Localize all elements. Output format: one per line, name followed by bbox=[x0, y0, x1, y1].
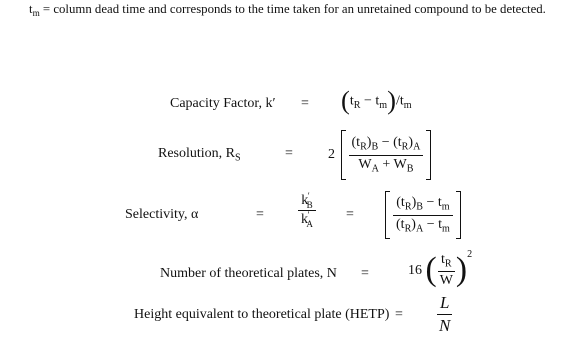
hetp-numerator: L bbox=[437, 293, 452, 315]
plates-label: Number of theoretical plates, N bbox=[160, 266, 337, 281]
resolution-coeff: 2 bbox=[328, 147, 335, 162]
intro-line bbox=[29, 2, 546, 18]
capacity-label: Capacity Factor, k′ bbox=[170, 96, 276, 111]
resolution-label bbox=[158, 146, 241, 164]
capacity-formula: $(t_R - t_m)/t_m$ bbox=[341, 85, 412, 115]
hetp-equals: = bbox=[395, 307, 403, 322]
intro-symbol: t bbox=[29, 2, 33, 16]
plates-coeff: 16 bbox=[408, 262, 422, 278]
hetp-denominator: N bbox=[439, 315, 451, 335]
selectivity-k-ratio: $\frac{k'_B}{k'_A}$ bbox=[298, 193, 316, 228]
selectivity-equals-1: = bbox=[256, 207, 264, 222]
resolution-label-main: Resolution, R bbox=[158, 146, 236, 161]
plates-exponent: 2 bbox=[467, 249, 473, 260]
plates-formula: 16 ( $\frac{t_R}{W}$ )$^2$ bbox=[408, 249, 473, 289]
resolution-equals: = bbox=[285, 146, 293, 161]
resolution-formula: 2 $\frac{(t_R)_B - (t_R)_A}{W_A + W_B}$ bbox=[328, 130, 431, 180]
hetp-fraction bbox=[436, 293, 453, 335]
intro-text: = column dead time and corresponds to the time taken for an unretained compound to be detected. bbox=[39, 2, 546, 16]
resolution-label-sub: S bbox=[235, 152, 241, 164]
capacity-equals: = bbox=[301, 96, 309, 111]
plates-equals: = bbox=[361, 266, 369, 281]
hetp-label: Height equivalent to theoretical plate (HETP) bbox=[134, 307, 390, 322]
intro-symbol-sub: m bbox=[32, 8, 40, 19]
selectivity-formula: $\frac{(t_R)_B - t_m}{(t_R)_A - t_m}$ bbox=[385, 191, 461, 239]
selectivity-equals-2: = bbox=[346, 207, 354, 222]
selectivity-label: Selectivity, α bbox=[125, 207, 199, 222]
